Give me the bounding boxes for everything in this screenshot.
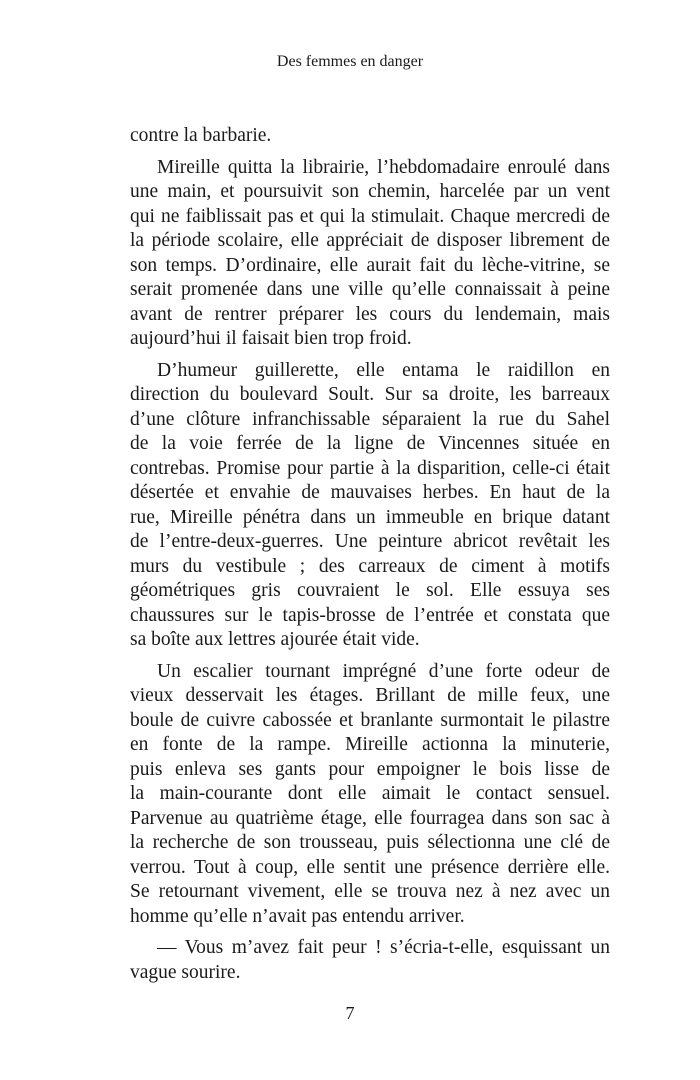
text-line: vieux desservait les étages. Brillant de mille feux, une — [130, 685, 610, 706]
text-line: son temps. D’ordinaire, elle aurait fait du lèche-vitrine, se — [130, 254, 610, 276]
paragraph — [130, 936, 610, 985]
text-line: serait promenée dans une ville qu’elle connaissait à peine — [130, 279, 610, 300]
text-line: Parvenue au quatrième étage, elle fourragea dans son sac à — [130, 807, 610, 829]
text-line: en fonte de la rampe. Mireille actionna la minuterie, — [130, 734, 610, 755]
text-line: géométriques gris couvraient le sol. Elle essuya ses — [130, 580, 610, 601]
paragraph — [130, 359, 610, 653]
text-line: qui ne faiblissait pas et qui la stimulait. Chaque mercredi de — [130, 205, 610, 227]
text-line: Un escalier tournant imprégné d’une forte odeur de — [157, 660, 610, 682]
paragraph — [130, 156, 610, 352]
text-line: puis enleva ses gants pour empoigner le bois lisse de — [130, 758, 610, 780]
text-line: aujourd’hui il faisait bien trop froid. — [130, 328, 412, 349]
text-line: verrou. Tout à coup, elle sentit une présence derrière elle. — [130, 856, 610, 878]
text-line: D’humeur guillerette, elle entama le raidillon en — [157, 359, 610, 381]
text-line: de l’entre-deux-guerres. Une peinture abricot revêtait les — [130, 531, 610, 552]
text-line: la recherche de son trousseau, puis sélectionna une clé de — [130, 832, 610, 853]
text-line: contrebas. Promise pour partie à la disparition, celle-ci était — [130, 457, 610, 479]
text-line: la main-courante dont elle aimait le contact sensuel. — [130, 783, 610, 804]
text-line: Mireille quitta la librairie, l’hebdomadaire enroulé dans — [157, 156, 610, 178]
text-line: Se retournant vivement, elle se trouva nez à nez avec un — [130, 881, 610, 902]
text-line: sa boîte aux lettres ajourée était vide. — [130, 629, 420, 650]
text-line: avant de rentrer préparer les cours du lendemain, mais — [130, 303, 610, 325]
paragraph — [130, 660, 610, 930]
body-text — [130, 124, 610, 985]
text-line: direction du boulevard Soult. Sur sa droite, les barreaux — [130, 384, 610, 405]
text-line: vague sourire. — [130, 961, 241, 983]
text-line: murs du vestibule ; des carreaux de ciment à motifs — [130, 555, 610, 577]
running-header-title: Des femmes en danger — [276, 53, 424, 70]
text-line: chaussures sur le tapis-brosse de l’entrée et constata que — [130, 604, 610, 626]
text-line: d’une clôture infranchissable séparaient la rue du Sahel — [130, 408, 610, 430]
text-line: une main, et poursuivit son chemin, harcelée par un vent — [130, 181, 610, 202]
text-line: contre la barbarie. — [130, 125, 272, 146]
page-number: 7 — [345, 1003, 355, 1023]
text-line: de la voie ferrée de la ligne de Vincennes située en — [130, 433, 610, 454]
text-line: homme qu’elle n’avait pas entendu arriver. — [130, 905, 465, 927]
text-line: la période scolaire, elle appréciait de disposer librement de — [130, 230, 610, 251]
text-line: rue, Mireille pénétra dans un immeuble en brique datant — [130, 506, 610, 528]
paragraph — [130, 124, 610, 149]
text-line: boule de cuivre cabossée et branlante surmontait le pilastre — [130, 709, 610, 731]
text-line: — Vous m’avez fait peur ! s’écria-t-elle, esquissant un — [157, 937, 610, 958]
text-line: désertée et envahie de mauvaises herbes. En haut de la — [130, 482, 610, 503]
